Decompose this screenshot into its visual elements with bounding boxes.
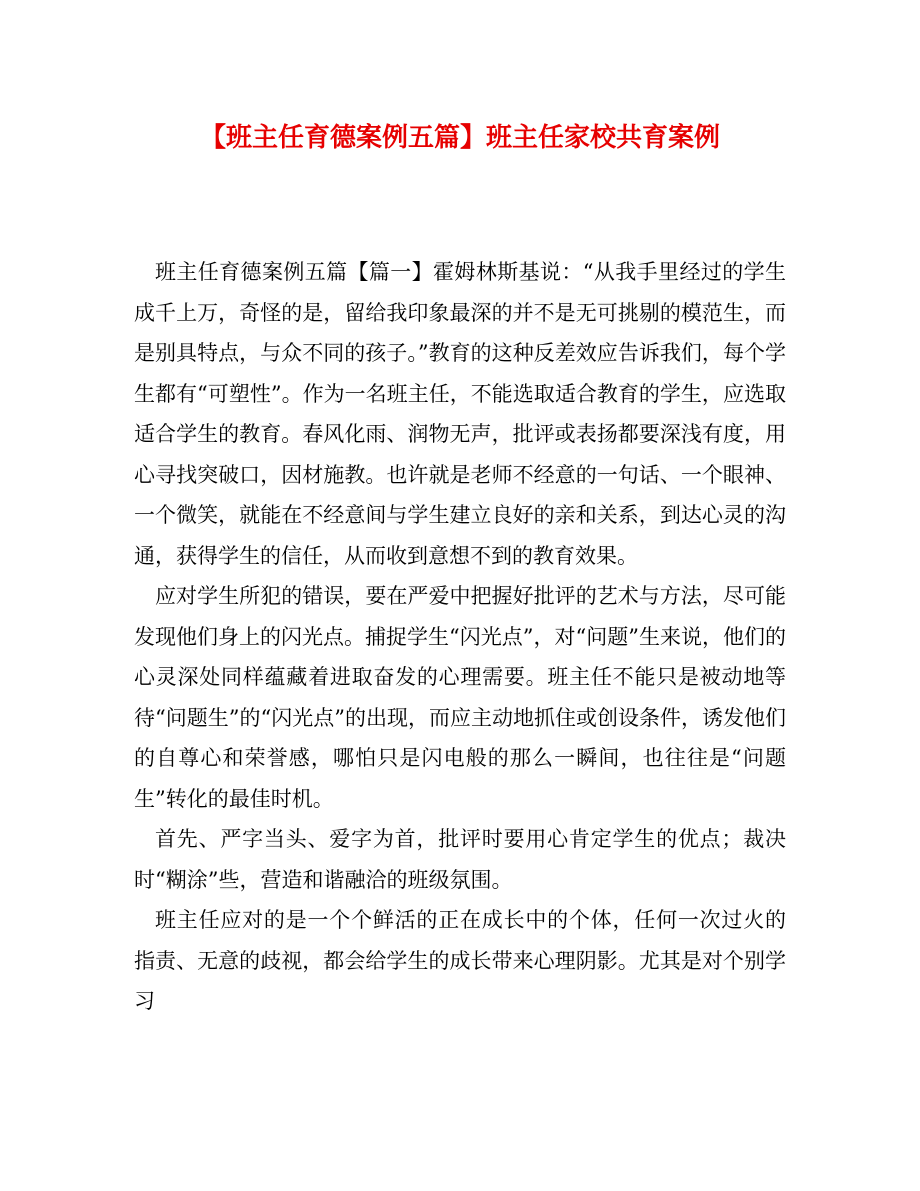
paragraph-1: 班主任育德案例五篇【篇一】霍姆林斯基说：“从我手里经过的学生成千上万，奇怪的是，留给我印象最深的并不是无可挑剔的模范生，而是别具特点，与众不同的孩子。”教育的这种反差效应告诉我们，每个学生都有“可塑性”。作为一名班主任，不能选取适合教育的学生，应选取适合学生的教育。春风化雨、润物无声，批评或表扬都要深浅有度，用心寻找突破口，因材施教。也许就是老师不经意的一句话、一个眼神、一个微笑，就能在不经意间与学生建立良好的亲和关系，到达心灵的沟通，获得学生的信任，从而收到意想不到的教育效果。 bbox=[134, 260, 786, 568]
paragraph-2: 应对学生所犯的错误，要在严爱中把握好批评的艺术与方法，尽可能发现他们身上的闪光点。捕捉学生“闪光点”，对“问题”生来说，他们的心灵深处同样蕴藏着进取奋发的心理需要。班主任不能只是被动地等待“问题生”的“闪光点”的出现，而应主动地抓住或创设条件，诱发他们的自尊心和荣誉感，哪怕只是闪电般的那么一瞬间，也往往是“问题生”转化的最佳时机。 bbox=[134, 584, 786, 811]
document-title: 【班主任育德案例五篇】班主任家校共育案例 bbox=[199, 123, 720, 153]
document-body bbox=[134, 252, 786, 1022]
paragraph-3: 首先、严字当头、爱字为首，批评时要用心肯定学生的优点；裁决时“糊涂”些，营造和谐融洽的班级氛围。 bbox=[134, 827, 786, 892]
paragraph-4: 班主任应对的是一个个鲜活的正在成长中的个体，任何一次过火的 指责、无意的歧视，都会给学生的成长带来心理阴影。尤其是对个别学习 bbox=[134, 908, 786, 1013]
